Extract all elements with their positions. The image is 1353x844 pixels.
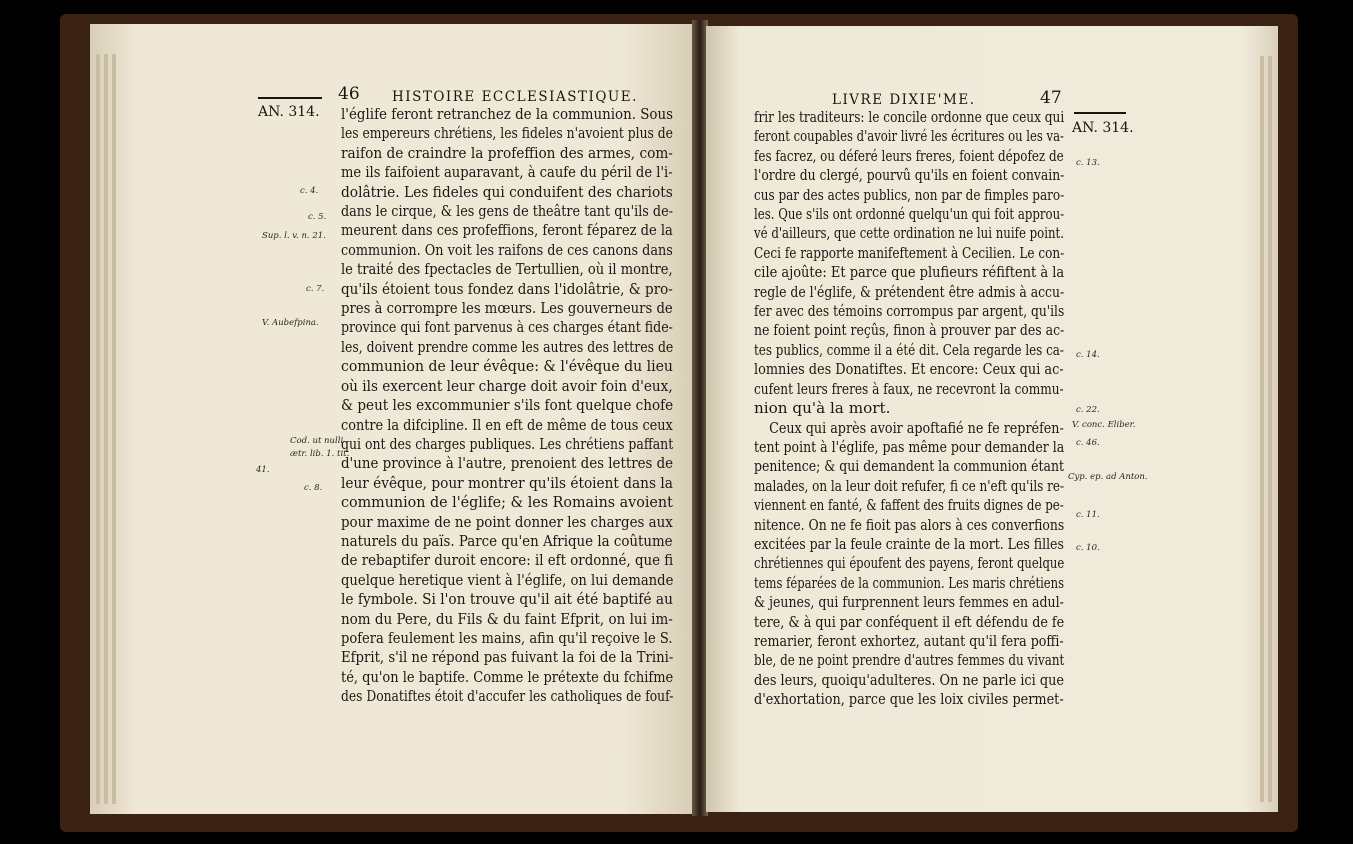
text-line: communion de l'églife; & les Romains avoient — [341, 493, 673, 512]
text-line: meurent dans ces profeffions, feront féparez de la — [341, 221, 673, 240]
text-line: nitence. On ne fe fioit pas alors à ces converfions — [754, 515, 1065, 534]
text-line: l'ordre du clergé, pourvû qu'ils en foient convain- — [754, 166, 1065, 185]
margin-note: c. 13. — [1076, 158, 1100, 168]
text-line: Ceux qui après avoir apoftafié ne fe repréfen- — [769, 418, 1064, 437]
margin-note: Cyp. ep. ad Anton. — [1068, 472, 1148, 482]
text-line: quelque heretique vient à l'églife, on lui demande — [341, 570, 674, 589]
text-line: d'exhortation, parce que les loix civiles permet- — [754, 690, 1064, 709]
page-number: 46 — [338, 84, 360, 104]
margin-note: c. 7. — [306, 284, 325, 294]
text-line: Ceci fe rapporte manifeftement à Cecilien. Le con- — [754, 243, 1065, 262]
text-line: me ils faifoient auparavant, à caufe du péril de l'i- — [341, 163, 673, 182]
text-line: tere, & à qui par conféquent il eft défendu de fe — [754, 612, 1065, 631]
text-line: dolâtrie. Les fideles qui conduifent des chariots — [341, 182, 673, 201]
text-line: & peut les excommunier s'ils font quelque chofe — [341, 396, 674, 415]
margin-note: c. 5. — [308, 212, 327, 222]
text-line: tent point à l'églife, pas même pour demander la — [754, 437, 1065, 456]
text-line: cile ajoûte: Et parce que plufieurs réfiftent à la — [754, 263, 1065, 282]
margin-note: 41. — [256, 465, 270, 475]
text-line: les empereurs chrétiens, les fideles n'avoient plus de — [341, 124, 673, 143]
text-line: penitence; & qui demandent la communion étant — [754, 457, 1064, 476]
page-edge — [1268, 56, 1272, 802]
margin-note: c. 11. — [1076, 510, 1100, 520]
margin-note: c. 8. — [304, 483, 323, 493]
text-line: qui ont des charges publiques. Les chrétiens paffant — [341, 434, 674, 453]
page-number: 47 — [1040, 88, 1062, 108]
page-edge — [112, 54, 116, 804]
margin-note: c. 10. — [1076, 543, 1100, 553]
text-line: ble, de ne point prendre d'autres femmes du vivant — [754, 651, 1065, 670]
text-line: cufent leurs freres à faux, ne recevront la commu- — [754, 379, 1064, 398]
running-head: HISTOIRE ECCLESIASTIQUE. — [392, 89, 638, 105]
text-line: raifon de craindre la profeffion des armes, com- — [341, 143, 673, 162]
text-line: chrétiennes qui époufent des payens, feront quelque — [754, 554, 1065, 573]
margin-note: V. Aubefpina. — [262, 318, 319, 328]
margin-note: c. 4. — [300, 186, 319, 196]
text-line: tes publics, comme il a été dit. Cela regarde les ca- — [754, 340, 1064, 359]
left-text-column — [341, 105, 673, 707]
margin-note: Cod. ut nulli — [290, 436, 344, 446]
text-line: les, doivent prendre comme les autres des lettres de — [341, 337, 674, 356]
year-marker: AN. 314. — [258, 104, 320, 120]
text-line: leur évêque, pour montrer qu'ils étoient dans la — [341, 473, 673, 492]
text-line: lomnies des Donatiftes. Et encore: Ceux qui ac- — [754, 360, 1064, 379]
text-line: viennent en fanté, & faffent des fruits dignes de pe- — [754, 496, 1064, 515]
text-line: regle de l'églife, & prétendent être admis à accu- — [754, 282, 1065, 301]
text-line: excitées par la feule crainte de la mort. Les filles — [754, 534, 1064, 553]
running-head: LIVRE DIXIE'ME. — [832, 92, 976, 108]
year-rule — [258, 97, 322, 99]
text-line: té, qu'on le baptife. Comme le prétexte du fchifme — [341, 667, 674, 686]
text-line: des leurs, quoiqu'adulteres. On ne parle ici que — [754, 670, 1064, 689]
text-line: remarier, feront exhortez, autant qu'il fera poffi- — [754, 631, 1064, 650]
text-line: qu'ils étoient tous fondez dans l'idolâtrie, & pro- — [341, 279, 673, 298]
margin-note: c. 46. — [1076, 438, 1100, 448]
text-line: des Donatiftes étoit d'accufer les catholiques de fouf- — [341, 687, 674, 706]
text-line: cus par des actes publics, non par de fimples paro- — [754, 185, 1065, 204]
margin-note: V. conc. Eliber. — [1072, 420, 1136, 430]
page-edge — [96, 54, 100, 804]
text-line: communion. On voit les raifons de ces canons dans — [341, 240, 673, 259]
text-line: le fymbole. Si l'on trouve qu'il ait été baptifé au — [341, 590, 673, 609]
text-line: où ils exercent leur charge doit avoir foin d'eux, — [341, 376, 673, 395]
text-line: malades, on la leur doit refufer, fi ce n'eft qu'ils re- — [754, 476, 1065, 495]
text-line: communion de leur évêque: & l'évêque du lieu — [341, 357, 673, 376]
text-line: vé d'ailleurs, que cette ordination ne lui nuife point. — [754, 224, 1064, 243]
text-line: nion qu'à la mort. — [754, 399, 891, 418]
margin-note: Sup. l. v. n. 21. — [262, 231, 326, 241]
text-line: tems féparées de la communion. Les maris chrétiens — [754, 573, 1065, 592]
text-line: dans le cirque, & les gens de theâtre tant qu'ils de- — [341, 202, 673, 221]
text-line: frir les traditeurs: le concile ordonne que ceux qui — [754, 108, 1065, 126]
margin-note: c. 14. — [1076, 350, 1100, 360]
margin-note: ætr. lib. 1. tit. — [290, 449, 350, 459]
page-edge — [1260, 56, 1264, 802]
text-line: de rebaptifer duroit encore: il eft ordonné, que fi — [341, 551, 674, 570]
year-marker: AN. 314. — [1072, 120, 1134, 136]
text-line: l'églife feront retranchez de la communion. Sous — [341, 105, 674, 123]
text-line: naturels du païs. Parce qu'en Afrique la coûtume — [341, 531, 673, 550]
text-line: fer avec des témoins corrompus par argent, qu'ils — [754, 302, 1065, 321]
text-line: d'une province à l'autre, prenoient des lettres de — [341, 454, 674, 473]
text-line: pres à corrompre les mœurs. Les gouverneurs de — [341, 299, 673, 318]
text-line: Efprit, s'il ne répond pas fuivant la foi de la Trini- — [341, 648, 674, 667]
text-line: fes facrez, ou déferé leurs freres, foient dépofez de — [754, 146, 1064, 165]
right-text-column — [754, 108, 1064, 710]
text-line: nom du Pere, du Fils & du faint Efprit, on lui im- — [341, 609, 673, 628]
year-rule — [1074, 112, 1126, 114]
text-line: province qui font parvenus à ces charges étant fide- — [341, 318, 673, 337]
text-line: le traité des fpectacles de Tertullien, où il montre, — [341, 260, 673, 279]
page-edge — [104, 54, 108, 804]
text-line: pofera feulement les mains, afin qu'il reçoive le S. — [341, 628, 673, 647]
text-line: feront coupables d'avoir livré les écritures ou les va- — [754, 127, 1064, 146]
text-line: pour maxime de ne point donner les charges aux — [341, 512, 673, 531]
text-line: & jeunes, qui furprennent leurs femmes en adul- — [754, 593, 1064, 612]
text-line: contre la difcipline. Il en eft de même de tous ceux — [341, 415, 673, 434]
text-line: les. Que s'ils ont ordonné quelqu'un qui foit approu- — [754, 205, 1065, 224]
margin-note: c. 22. — [1076, 405, 1100, 415]
text-line: ne foient point reçûs, finon à prouver par des ac- — [754, 321, 1065, 340]
